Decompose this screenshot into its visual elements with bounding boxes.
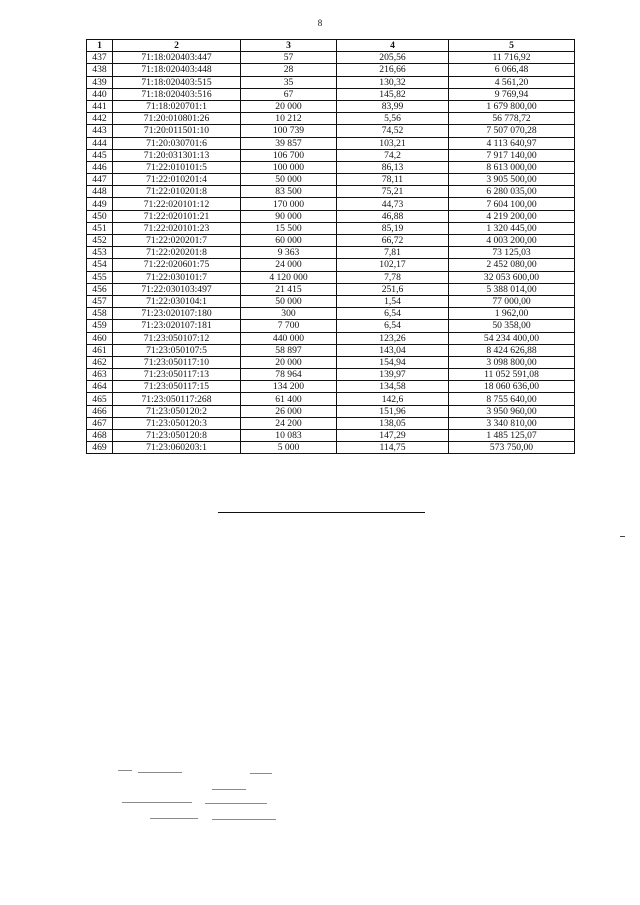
area-cell: 170 000 xyxy=(241,198,337,210)
row-number-cell: 439 xyxy=(87,76,113,88)
row-number-cell: 468 xyxy=(87,430,113,442)
cadastral-value-cell: 8 613 000,00 xyxy=(449,161,575,173)
cadastral-number-cell: 71:20:011501:10 xyxy=(113,125,241,137)
row-number-cell: 457 xyxy=(87,295,113,307)
scan-mark xyxy=(138,772,182,773)
header-cell-5: 5 xyxy=(449,40,575,52)
cadastral-number-cell: 71:22:010101:5 xyxy=(113,161,241,173)
row-number-cell: 464 xyxy=(87,381,113,393)
cadastral-number-cell: 71:23:050117:10 xyxy=(113,356,241,368)
cadastral-number-cell: 71:18:020701:1 xyxy=(113,100,241,112)
area-cell: 7 700 xyxy=(241,320,337,332)
rate-cell: 74,52 xyxy=(337,125,449,137)
cadastral-number-cell: 71:23:050117:15 xyxy=(113,381,241,393)
rate-cell: 205,56 xyxy=(337,52,449,64)
rate-cell: 83,99 xyxy=(337,100,449,112)
area-cell: 35 xyxy=(241,76,337,88)
cadastral-number-cell: 71:23:050117:13 xyxy=(113,369,241,381)
cadastral-number-cell: 71:22:020201:7 xyxy=(113,235,241,247)
rate-cell: 6,54 xyxy=(337,320,449,332)
cadastral-value-cell: 77 000,00 xyxy=(449,295,575,307)
header-row xyxy=(87,40,575,52)
cadastral-number-cell: 71:22:020101:23 xyxy=(113,222,241,234)
cadastral-value-cell: 7 917 140,00 xyxy=(449,149,575,161)
rate-cell: 66,72 xyxy=(337,235,449,247)
row-number-cell: 455 xyxy=(87,271,113,283)
row-number-cell: 444 xyxy=(87,137,113,149)
cadastral-value-cell: 11 716,92 xyxy=(449,52,575,64)
row-number-cell: 437 xyxy=(87,52,113,64)
table-row xyxy=(87,320,575,332)
header-cell-2: 2 xyxy=(113,40,241,52)
row-number-cell: 438 xyxy=(87,64,113,76)
rate-cell: 102,17 xyxy=(337,259,449,271)
scan-mark xyxy=(118,770,132,771)
area-cell: 134 200 xyxy=(241,381,337,393)
rate-cell: 86,13 xyxy=(337,161,449,173)
cadastral-value-cell: 1 320 445,00 xyxy=(449,222,575,234)
scan-mark xyxy=(250,773,272,774)
rate-cell: 7,78 xyxy=(337,271,449,283)
table-row xyxy=(87,405,575,417)
area-cell: 50 000 xyxy=(241,295,337,307)
area-cell: 58 897 xyxy=(241,344,337,356)
row-number-cell: 456 xyxy=(87,283,113,295)
cadastral-value-cell: 573 750,00 xyxy=(449,442,575,454)
cadastral-value-cell: 3 340 810,00 xyxy=(449,417,575,429)
rate-cell: 151,96 xyxy=(337,405,449,417)
rate-cell: 78,11 xyxy=(337,174,449,186)
rate-cell: 143,04 xyxy=(337,344,449,356)
rate-cell: 130,32 xyxy=(337,76,449,88)
cadastral-number-cell: 71:20:031301:13 xyxy=(113,149,241,161)
row-number-cell: 467 xyxy=(87,417,113,429)
cadastral-value-cell: 4 219 200,00 xyxy=(449,210,575,222)
rate-cell: 145,82 xyxy=(337,88,449,100)
cadastral-number-cell: 71:22:030103:497 xyxy=(113,283,241,295)
area-cell: 100 739 xyxy=(241,125,337,137)
row-number-cell: 458 xyxy=(87,308,113,320)
area-cell: 61 400 xyxy=(241,393,337,405)
rate-cell: 138,05 xyxy=(337,417,449,429)
cadastral-value-cell: 4 003 200,00 xyxy=(449,235,575,247)
cadastral-value-cell: 11 052 591,08 xyxy=(449,369,575,381)
row-number-cell: 463 xyxy=(87,369,113,381)
area-cell: 100 000 xyxy=(241,161,337,173)
table-row xyxy=(87,283,575,295)
area-cell: 15 500 xyxy=(241,222,337,234)
row-number-cell: 465 xyxy=(87,393,113,405)
row-number-cell: 441 xyxy=(87,100,113,112)
cadastral-number-cell: 71:20:030701:6 xyxy=(113,137,241,149)
table-row xyxy=(87,332,575,344)
table-row xyxy=(87,210,575,222)
cadastral-number-cell: 71:23:060203:1 xyxy=(113,442,241,454)
rate-cell: 114,75 xyxy=(337,442,449,454)
table-row xyxy=(87,235,575,247)
row-number-cell: 442 xyxy=(87,113,113,125)
rate-cell: 74,2 xyxy=(337,149,449,161)
area-cell: 300 xyxy=(241,308,337,320)
header-cell-3: 3 xyxy=(241,40,337,52)
cadastral-number-cell: 71:23:050117:268 xyxy=(113,393,241,405)
area-cell: 28 xyxy=(241,64,337,76)
cadastral-number-cell: 71:18:020403:447 xyxy=(113,52,241,64)
table-row xyxy=(87,186,575,198)
table-body xyxy=(87,52,575,454)
table-row xyxy=(87,113,575,125)
rate-cell: 6,54 xyxy=(337,308,449,320)
table-row xyxy=(87,100,575,112)
area-cell: 10 083 xyxy=(241,430,337,442)
table-row xyxy=(87,64,575,76)
cadastral-value-cell: 2 452 080,00 xyxy=(449,259,575,271)
cadastral-number-cell: 71:23:050120:8 xyxy=(113,430,241,442)
table-row xyxy=(87,442,575,454)
table-row xyxy=(87,271,575,283)
cadastral-value-cell: 3 905 500,00 xyxy=(449,174,575,186)
rate-cell: 139,97 xyxy=(337,369,449,381)
area-cell: 67 xyxy=(241,88,337,100)
rate-cell: 216,66 xyxy=(337,64,449,76)
area-cell: 20 000 xyxy=(241,356,337,368)
scan-mark xyxy=(150,818,198,819)
cadastral-value-table xyxy=(86,39,575,454)
table-header xyxy=(87,40,575,52)
table-row xyxy=(87,198,575,210)
cadastral-value-cell: 6 280 035,00 xyxy=(449,186,575,198)
area-cell: 60 000 xyxy=(241,235,337,247)
area-cell: 4 120 000 xyxy=(241,271,337,283)
table-row xyxy=(87,222,575,234)
row-number-cell: 462 xyxy=(87,356,113,368)
cadastral-number-cell: 71:22:020101:21 xyxy=(113,210,241,222)
cadastral-value-cell: 3 950 960,00 xyxy=(449,405,575,417)
cadastral-number-cell: 71:23:050120:2 xyxy=(113,405,241,417)
rate-cell: 123,26 xyxy=(337,332,449,344)
row-number-cell: 445 xyxy=(87,149,113,161)
cadastral-value-cell: 54 234 400,00 xyxy=(449,332,575,344)
area-cell: 26 000 xyxy=(241,405,337,417)
cadastral-value-cell: 4 561,20 xyxy=(449,76,575,88)
table-row xyxy=(87,88,575,100)
row-number-cell: 450 xyxy=(87,210,113,222)
cadastral-number-cell: 71:22:010201:8 xyxy=(113,186,241,198)
area-cell: 24 000 xyxy=(241,259,337,271)
row-number-cell: 454 xyxy=(87,259,113,271)
table-row xyxy=(87,137,575,149)
row-number-cell: 449 xyxy=(87,198,113,210)
row-number-cell: 461 xyxy=(87,344,113,356)
area-cell: 21 415 xyxy=(241,283,337,295)
scan-mark xyxy=(212,789,246,790)
cadastral-number-cell: 71:22:010201:4 xyxy=(113,174,241,186)
cadastral-value-cell: 8 755 640,00 xyxy=(449,393,575,405)
table-row xyxy=(87,430,575,442)
area-cell: 5 000 xyxy=(241,442,337,454)
cadastral-number-cell: 71:18:020403:448 xyxy=(113,64,241,76)
cadastral-number-cell: 71:22:020601:75 xyxy=(113,259,241,271)
rate-cell: 251,6 xyxy=(337,283,449,295)
cadastral-value-cell: 5 388 014,00 xyxy=(449,283,575,295)
cadastral-value-cell: 7 507 070,28 xyxy=(449,125,575,137)
table-row xyxy=(87,247,575,259)
area-cell: 78 964 xyxy=(241,369,337,381)
rate-cell: 7,81 xyxy=(337,247,449,259)
area-cell: 90 000 xyxy=(241,210,337,222)
header-cell-1: 1 xyxy=(87,40,113,52)
row-number-cell: 460 xyxy=(87,332,113,344)
table-row xyxy=(87,174,575,186)
scan-mark xyxy=(212,819,276,820)
cadastral-number-cell: 71:22:020201:8 xyxy=(113,247,241,259)
cadastral-number-cell: 71:23:020107:181 xyxy=(113,320,241,332)
row-number-cell: 452 xyxy=(87,235,113,247)
scan-mark xyxy=(205,803,267,804)
area-cell: 20 000 xyxy=(241,100,337,112)
cadastral-number-cell: 71:23:050107:5 xyxy=(113,344,241,356)
cadastral-value-cell: 1 962,00 xyxy=(449,308,575,320)
table-row xyxy=(87,308,575,320)
cadastral-value-cell: 56 778,72 xyxy=(449,113,575,125)
cadastral-value-cell: 32 053 600,00 xyxy=(449,271,575,283)
table-row xyxy=(87,161,575,173)
cadastral-value-cell: 50 358,00 xyxy=(449,320,575,332)
cadastral-value-cell: 1 679 800,00 xyxy=(449,100,575,112)
row-number-cell: 443 xyxy=(87,125,113,137)
cadastral-value-cell: 6 066,48 xyxy=(449,64,575,76)
area-cell: 24 200 xyxy=(241,417,337,429)
area-cell: 10 212 xyxy=(241,113,337,125)
cadastral-number-cell: 71:22:020101:12 xyxy=(113,198,241,210)
table-row xyxy=(87,149,575,161)
area-cell: 83 500 xyxy=(241,186,337,198)
cadastral-number-cell: 71:23:050120:3 xyxy=(113,417,241,429)
row-number-cell: 447 xyxy=(87,174,113,186)
cadastral-number-cell: 71:23:050107:12 xyxy=(113,332,241,344)
rate-cell: 154,94 xyxy=(337,356,449,368)
scan-edge-mark xyxy=(620,536,625,537)
table-row xyxy=(87,76,575,88)
rate-cell: 103,21 xyxy=(337,137,449,149)
page-number: 8 xyxy=(317,18,323,28)
row-number-cell: 466 xyxy=(87,405,113,417)
area-cell: 440 000 xyxy=(241,332,337,344)
rate-cell: 147,29 xyxy=(337,430,449,442)
row-number-cell: 469 xyxy=(87,442,113,454)
cadastral-number-cell: 71:18:020403:515 xyxy=(113,76,241,88)
table-row xyxy=(87,295,575,307)
row-number-cell: 446 xyxy=(87,161,113,173)
area-cell: 50 000 xyxy=(241,174,337,186)
cadastral-number-cell: 71:22:030104:1 xyxy=(113,295,241,307)
table-row xyxy=(87,369,575,381)
cadastral-value-cell: 3 098 800,00 xyxy=(449,356,575,368)
rate-cell: 5,56 xyxy=(337,113,449,125)
cadastral-value-cell: 8 424 626,88 xyxy=(449,344,575,356)
cadastral-number-cell: 71:20:010801:26 xyxy=(113,113,241,125)
cadastral-value-cell: 4 113 640,97 xyxy=(449,137,575,149)
rate-cell: 44,73 xyxy=(337,198,449,210)
table-row xyxy=(87,381,575,393)
rate-cell: 142,6 xyxy=(337,393,449,405)
table-row xyxy=(87,52,575,64)
cadastral-value-cell: 9 769,94 xyxy=(449,88,575,100)
cadastral-value-cell: 73 125,03 xyxy=(449,247,575,259)
area-cell: 57 xyxy=(241,52,337,64)
row-number-cell: 448 xyxy=(87,186,113,198)
row-number-cell: 440 xyxy=(87,88,113,100)
area-cell: 39 857 xyxy=(241,137,337,149)
table-row xyxy=(87,393,575,405)
row-number-cell: 451 xyxy=(87,222,113,234)
table-row xyxy=(87,125,575,137)
footer-rule xyxy=(218,512,425,513)
cadastral-number-cell: 71:23:020107:180 xyxy=(113,308,241,320)
row-number-cell: 459 xyxy=(87,320,113,332)
cadastral-number-cell: 71:18:020403:516 xyxy=(113,88,241,100)
cadastral-value-cell: 18 060 636,00 xyxy=(449,381,575,393)
table-row xyxy=(87,356,575,368)
area-cell: 9 363 xyxy=(241,247,337,259)
row-number-cell: 453 xyxy=(87,247,113,259)
rate-cell: 85,19 xyxy=(337,222,449,234)
area-cell: 106 700 xyxy=(241,149,337,161)
header-cell-4: 4 xyxy=(337,40,449,52)
cadastral-value-cell: 7 604 100,00 xyxy=(449,198,575,210)
table-row xyxy=(87,344,575,356)
table-row xyxy=(87,259,575,271)
rate-cell: 75,21 xyxy=(337,186,449,198)
rate-cell: 1,54 xyxy=(337,295,449,307)
scan-mark xyxy=(122,802,192,803)
cadastral-value-cell: 1 485 125,07 xyxy=(449,430,575,442)
table-row xyxy=(87,417,575,429)
rate-cell: 46,88 xyxy=(337,210,449,222)
rate-cell: 134,58 xyxy=(337,381,449,393)
cadastral-number-cell: 71:22:030101:7 xyxy=(113,271,241,283)
